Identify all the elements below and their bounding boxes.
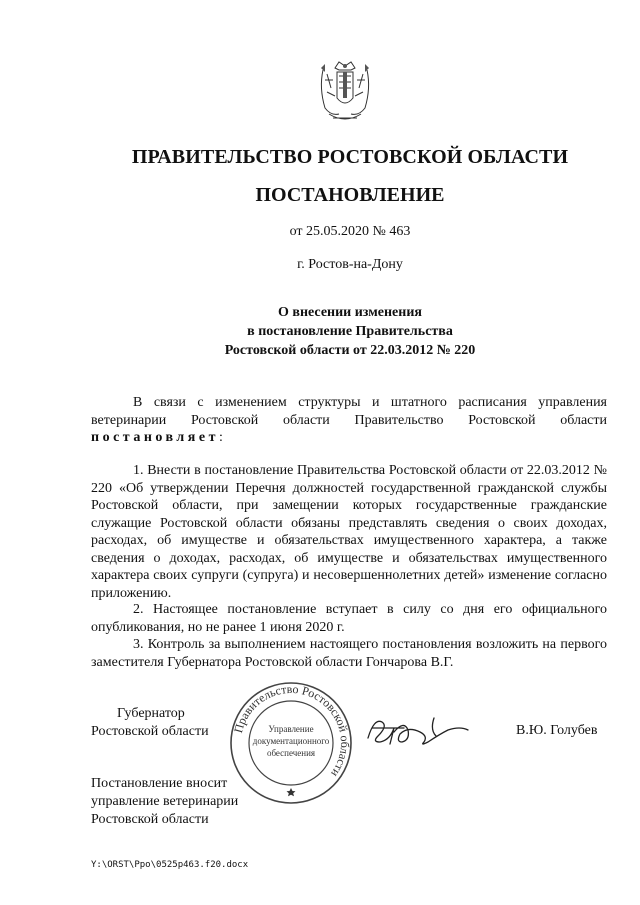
decree-colon: : <box>218 430 223 445</box>
submitted-by-line-1: Постановление вносит <box>91 776 228 791</box>
government-title: ПРАВИТЕЛЬСТВО РОСТОВСКОЙ ОБЛАСТИ <box>131 146 569 168</box>
decree-word: постановляет <box>91 430 219 445</box>
item-2-text: 2. Настоящее постановление вступает в силу со дня его официального опубликования, но не ранее 1 июня 2020 г. <box>91 602 607 635</box>
seal-center-line-2: документационного <box>252 736 330 746</box>
document-subject <box>30 303 640 360</box>
seal-star-icon <box>287 788 296 796</box>
signatory-position-line-1: Губернатор <box>117 706 185 721</box>
subject-line-2: в постановление Правительства <box>247 324 453 339</box>
item-2-paragraph <box>91 601 607 636</box>
item-3-text: 3. Контроль за выполнением настоящего постановления возложить на первого заместителя Губернатора Ростовской области Гончарова В.Г. <box>91 637 607 670</box>
seal-center-line-3: обеспечения <box>266 748 316 758</box>
preamble-paragraph <box>91 394 607 447</box>
document-date-number: от 25.05.2020 № 463 <box>289 224 411 239</box>
seal-center-line-1: Управление <box>268 724 314 734</box>
preamble-text: В связи с изменением структуры и штатного расписания управления ветеринарии Ростовской области Правительство Ростовской области <box>91 395 607 428</box>
item-3-paragraph <box>91 636 607 671</box>
coat-of-arms-icon <box>313 58 377 126</box>
subject-line-1: О внесении изменения <box>278 305 422 320</box>
document-type: ПОСТАНОВЛЕНИЕ <box>255 184 445 206</box>
handwritten-signature <box>364 712 480 752</box>
submitted-by-line-2: управление ветеринарии <box>91 794 239 809</box>
item-1-paragraph <box>91 462 607 602</box>
submitted-by-line-3: Ростовской области <box>91 812 209 827</box>
signatory-name: В.Ю. Голубев <box>516 723 598 738</box>
signatory-position <box>91 705 209 741</box>
submitted-by-block <box>91 775 238 829</box>
official-seal <box>228 680 354 806</box>
file-path: Y:\ORST\Ppo\0525p463.f20.docx <box>91 860 249 870</box>
document-city: г. Ростов-на-Дону <box>297 257 403 272</box>
seal-ring-text: Правительство Ростовской области <box>231 681 353 780</box>
subject-line-3: Ростовской области от 22.03.2012 № 220 <box>224 343 476 358</box>
signatory-position-line-2: Ростовской области <box>91 724 209 739</box>
item-1-text: 1. Внести в постановление Правительства Ростовской области от 22.03.2012 № 220 «Об утверждении Перечня должностей государственной гражданской службы Ростовской области, при замещении которых государственные гражданские служащие Ростовской области обязаны представлять сведения о своих доходах, расходах, об имуществе и обязательствах имущественного характера, а также сведения о доходах, расходах, об имуществе и обязательствах имущественного характера своих супруги (супруга) и несовершеннолетних детей» изменение согласно приложению. <box>91 463 607 601</box>
